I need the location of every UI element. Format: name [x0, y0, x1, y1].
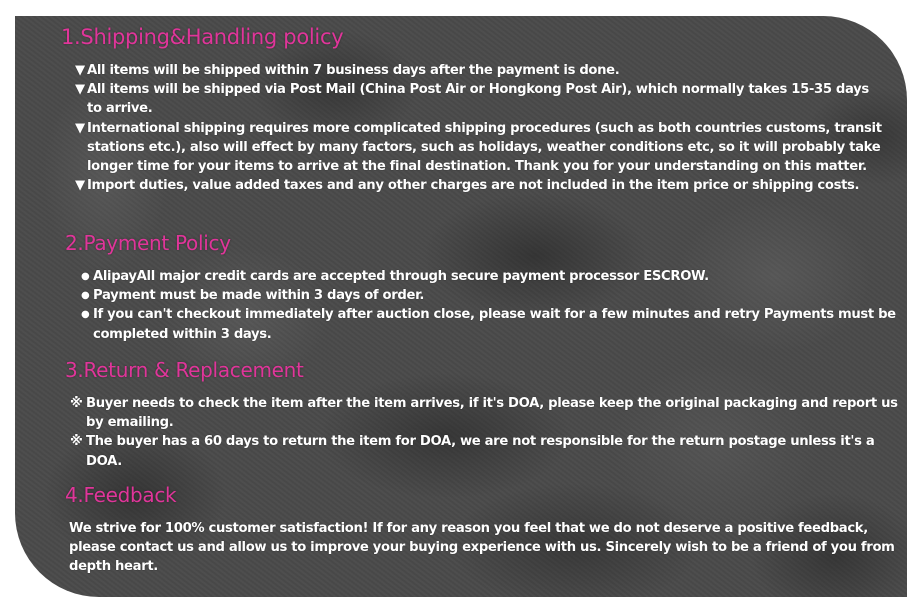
payment-item	[81, 305, 903, 343]
payment-item	[81, 286, 901, 305]
feedback-text: We strive for 100% customer satisfaction! If for any reason you feel that we do not deserve a positive feedback, please contact us and allow us to improve your buying experience with us. Sincerely wish to be a friend of you from depth heart.	[69, 521, 895, 575]
policy-panel	[15, 16, 907, 597]
return-item-text: The buyer has a 60 days to return the item for DOA, we are not responsible for the return postage unless it's a DOA.	[86, 434, 875, 469]
reference-mark-icon: ※	[70, 396, 83, 411]
return-item	[70, 394, 900, 432]
return-list	[70, 394, 900, 471]
payment-item	[81, 267, 901, 286]
payment-item-text: If you can't checkout immediately after auction close, please wait for a few minutes and retry Payments must be completed within 3 days.	[93, 307, 896, 342]
payment-item-text: Payment must be made within 3 days of order.	[93, 288, 425, 304]
bullet-dot-icon: ●	[81, 309, 90, 321]
shipping-item	[75, 119, 887, 177]
payment-list	[81, 267, 901, 344]
shipping-item	[75, 176, 907, 195]
reference-mark-icon: ※	[70, 434, 83, 450]
bullet-dot-icon: ●	[81, 290, 90, 302]
shipping-list	[75, 61, 895, 195]
bullet-dot-icon: ●	[81, 271, 90, 282]
return-replacement-heading: 3.Return & Replacement	[65, 358, 304, 382]
shipping-handling-heading: 1.Shipping&Handling policy	[61, 25, 344, 49]
shipping-item-text: All items will be shipped via Post Mail (China Post Air or Hongkong Post Air), which normally takes 15-35 days to arrive.	[87, 82, 869, 117]
shipping-item-text: Import duties, value added taxes and any other charges are not included in the item price or shipping costs.	[87, 178, 860, 194]
shipping-item	[75, 80, 877, 118]
down-triangle-icon: ▼	[75, 178, 85, 194]
return-item-text: Buyer needs to check the item after the item arrives, if it's DOA, please keep the original packaging and report us by emailing.	[86, 396, 898, 431]
down-triangle-icon: ▼	[75, 82, 85, 98]
down-triangle-icon: ▼	[75, 120, 85, 136]
payment-item-text: AlipayAll major credit cards are accepted through secure payment processor ESCROW.	[93, 269, 709, 284]
shipping-item-text: All items will be shipped within 7 business days after the payment is done.	[87, 63, 620, 78]
shipping-item-text: International shipping requires more complicated shipping procedures (such as both countries customs, transit stations etc.), also will effect by many factors, such as holidays, weather conditions etc, so it will probably take longer time for your items to arrive at the final destination. Thank you for your understanding on this matter.	[87, 120, 882, 175]
feedback-heading: 4.Feedback	[65, 483, 177, 507]
down-triangle-icon: ▼	[75, 63, 85, 78]
payment-policy-heading: 2.Payment Policy	[65, 231, 231, 255]
return-item	[70, 432, 900, 470]
shipping-item	[75, 61, 895, 80]
